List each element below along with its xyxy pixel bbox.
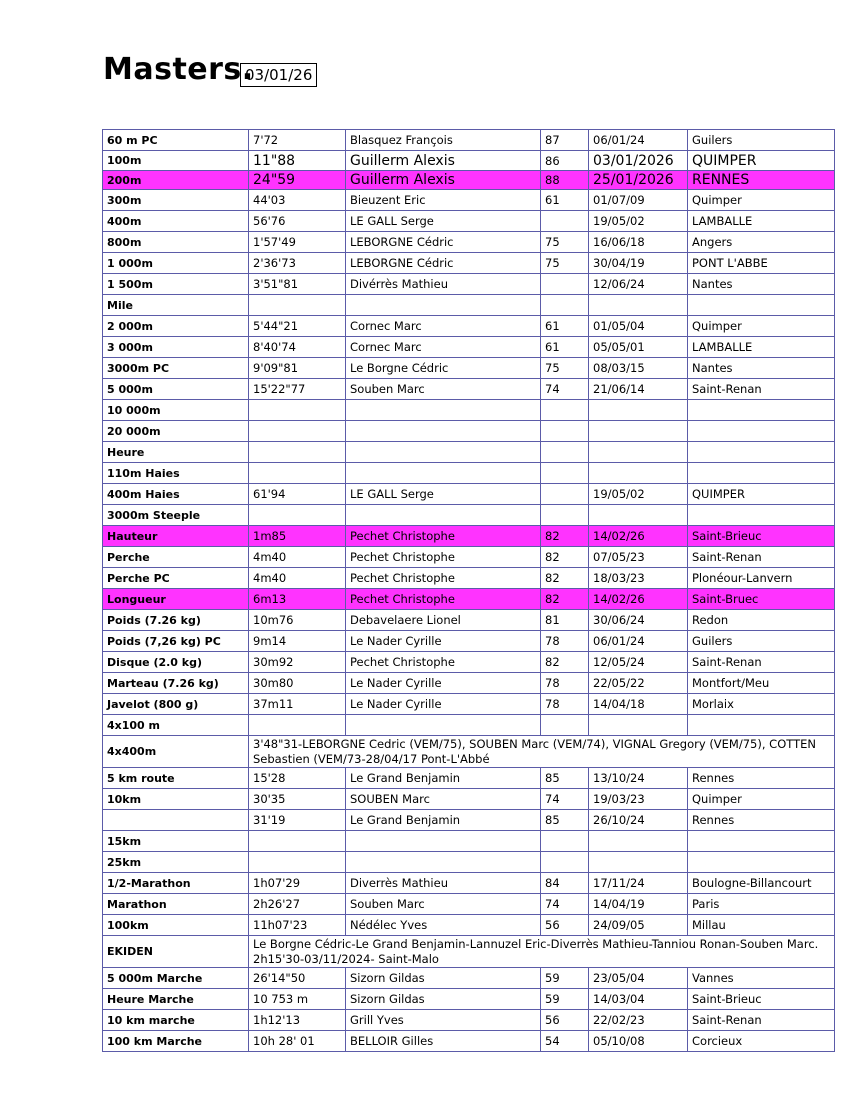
- perf-cell: 4m40: [249, 547, 346, 568]
- event-cell: 3000m Steeple: [103, 505, 249, 526]
- perf-cell: 26'14"50: [249, 968, 346, 989]
- event-cell: 4x400m: [103, 736, 249, 768]
- page-date: 03/01/26: [240, 63, 317, 87]
- place-cell: Saint-Renan: [688, 547, 835, 568]
- date-cell: 13/10/24: [589, 768, 688, 789]
- event-cell: 10 000m: [103, 400, 249, 421]
- year-cell: 74: [541, 789, 589, 810]
- name-cell: Sizorn Gildas: [346, 989, 541, 1010]
- perf-cell: 31'19: [249, 810, 346, 831]
- table-row: [103, 526, 835, 547]
- perf-cell: 6m13: [249, 589, 346, 610]
- event-cell: Longueur: [103, 589, 249, 610]
- event-cell: 2 000m: [103, 316, 249, 337]
- place-cell: Quimper: [688, 316, 835, 337]
- table-row: [103, 852, 835, 873]
- name-cell: Divérrès Mathieu: [346, 274, 541, 295]
- date-cell: 16/06/18: [589, 232, 688, 253]
- table-row: [103, 810, 835, 831]
- name-cell: LEBORGNE Cédric: [346, 253, 541, 274]
- date-cell: 17/11/24: [589, 873, 688, 894]
- year-cell: 82: [541, 589, 589, 610]
- date-cell: 05/05/01: [589, 337, 688, 358]
- year-cell: 78: [541, 631, 589, 652]
- year-cell: [541, 211, 589, 232]
- table-row: [103, 989, 835, 1010]
- year-cell: 82: [541, 547, 589, 568]
- table-row: [103, 400, 835, 421]
- date-cell: 14/04/18: [589, 694, 688, 715]
- name-cell: BELLOIR Gilles: [346, 1031, 541, 1052]
- event-cell: 60 m PC: [103, 130, 249, 151]
- place-cell: Saint-Renan: [688, 379, 835, 400]
- name-cell: SOUBEN Marc: [346, 789, 541, 810]
- year-cell: [541, 831, 589, 852]
- table-row: [103, 130, 835, 151]
- perf-cell: 37m11: [249, 694, 346, 715]
- year-cell: [541, 295, 589, 316]
- perf-cell: 1h07'29: [249, 873, 346, 894]
- table-row: [103, 568, 835, 589]
- table-row: [103, 295, 835, 316]
- year-cell: 82: [541, 568, 589, 589]
- place-cell: Quimper: [688, 789, 835, 810]
- table-row: [103, 831, 835, 852]
- year-cell: [541, 274, 589, 295]
- event-cell: [103, 810, 249, 831]
- perf-cell: 15'22"77: [249, 379, 346, 400]
- date-cell: 22/02/23: [589, 1010, 688, 1031]
- perf-cell: 3'51"81: [249, 274, 346, 295]
- event-cell: 400m: [103, 211, 249, 232]
- table-row: [103, 547, 835, 568]
- table-row: [103, 232, 835, 253]
- date-cell: 22/05/22: [589, 673, 688, 694]
- year-cell: 61: [541, 190, 589, 211]
- event-cell: 25km: [103, 852, 249, 873]
- records-body: [103, 130, 835, 1052]
- year-cell: 74: [541, 894, 589, 915]
- name-cell: Sizorn Gildas: [346, 968, 541, 989]
- date-cell: [589, 715, 688, 736]
- place-cell: Rennes: [688, 810, 835, 831]
- perf-cell: 30'35: [249, 789, 346, 810]
- event-cell: 5 000m Marche: [103, 968, 249, 989]
- table-row: [103, 789, 835, 810]
- date-cell: 14/02/26: [589, 526, 688, 547]
- event-cell: 1/2-Marathon: [103, 873, 249, 894]
- event-cell: 100m: [103, 151, 249, 171]
- page-title: Masters.: [103, 52, 254, 87]
- perf-cell: [249, 400, 346, 421]
- event-cell: 10 km marche: [103, 1010, 249, 1031]
- date-cell: 12/06/24: [589, 274, 688, 295]
- year-cell: 75: [541, 232, 589, 253]
- table-row: [103, 337, 835, 358]
- place-cell: Guilers: [688, 631, 835, 652]
- table-row: [103, 463, 835, 484]
- name-cell: Pechet Christophe: [346, 547, 541, 568]
- name-cell: Le Grand Benjamin: [346, 768, 541, 789]
- date-cell: 23/05/04: [589, 968, 688, 989]
- event-cell: 100km: [103, 915, 249, 936]
- date-cell: 26/10/24: [589, 810, 688, 831]
- year-cell: 81: [541, 610, 589, 631]
- date-cell: 08/03/15: [589, 358, 688, 379]
- name-cell: Nédélec Yves: [346, 915, 541, 936]
- table-row: [103, 694, 835, 715]
- event-cell: Heure Marche: [103, 989, 249, 1010]
- name-cell: Pechet Christophe: [346, 568, 541, 589]
- place-cell: Guilers: [688, 130, 835, 151]
- place-cell: Nantes: [688, 274, 835, 295]
- name-cell: [346, 715, 541, 736]
- name-cell: [346, 463, 541, 484]
- table-row: [103, 736, 835, 768]
- name-cell: Guillerm Alexis: [346, 151, 541, 171]
- perf-cell: 11h07'23: [249, 915, 346, 936]
- place-cell: Montfort/Meu: [688, 673, 835, 694]
- place-cell: Corcieux: [688, 1031, 835, 1052]
- event-cell: Javelot (800 g): [103, 694, 249, 715]
- event-cell: Hauteur: [103, 526, 249, 547]
- perf-cell: 56'76: [249, 211, 346, 232]
- perf-cell: [249, 442, 346, 463]
- event-cell: 15km: [103, 831, 249, 852]
- perf-cell: 10h 28' 01: [249, 1031, 346, 1052]
- date-cell: 30/04/19: [589, 253, 688, 274]
- date-cell: 25/01/2026: [589, 171, 688, 190]
- date-cell: 12/05/24: [589, 652, 688, 673]
- table-row: [103, 484, 835, 505]
- table-row: [103, 505, 835, 526]
- year-cell: 78: [541, 694, 589, 715]
- table-row: [103, 1010, 835, 1031]
- relay-details-cell: Le Borgne Cédric-Le Grand Benjamin-Lannuzel Eric-Diverrès Mathieu-Tanniou Ronan-Souben Marc. 2h15'30-03/11/2024- Saint-Malo: [249, 936, 835, 968]
- event-cell: Perche: [103, 547, 249, 568]
- date-cell: [589, 295, 688, 316]
- place-cell: PONT L'ABBE: [688, 253, 835, 274]
- event-cell: 100 km Marche: [103, 1031, 249, 1052]
- place-cell: [688, 421, 835, 442]
- event-cell: 1 000m: [103, 253, 249, 274]
- table-row: [103, 610, 835, 631]
- event-cell: 5 km route: [103, 768, 249, 789]
- place-cell: [688, 442, 835, 463]
- perf-cell: 61'94: [249, 484, 346, 505]
- date-cell: 18/03/23: [589, 568, 688, 589]
- name-cell: Souben Marc: [346, 379, 541, 400]
- perf-cell: 30m80: [249, 673, 346, 694]
- date-cell: 24/09/05: [589, 915, 688, 936]
- date-cell: 06/01/24: [589, 631, 688, 652]
- year-cell: 82: [541, 526, 589, 547]
- place-cell: Morlaix: [688, 694, 835, 715]
- table-row: [103, 768, 835, 789]
- event-cell: 800m: [103, 232, 249, 253]
- name-cell: [346, 400, 541, 421]
- year-cell: 84: [541, 873, 589, 894]
- name-cell: LEBORGNE Cédric: [346, 232, 541, 253]
- year-cell: 82: [541, 652, 589, 673]
- place-cell: LAMBALLE: [688, 211, 835, 232]
- perf-cell: 44'03: [249, 190, 346, 211]
- relay-details-cell: 3'48"31-LEBORGNE Cedric (VEM/75), SOUBEN Marc (VEM/74), VIGNAL Gregory (VEM/75), COTTEN Sebastien (VEM/73-28/04/17 Pont-L'Abbé: [249, 736, 835, 768]
- table-row: [103, 190, 835, 211]
- perf-cell: 9m14: [249, 631, 346, 652]
- name-cell: Blasquez François: [346, 130, 541, 151]
- perf-cell: 24"59: [249, 171, 346, 190]
- name-cell: Grill Yves: [346, 1010, 541, 1031]
- year-cell: 88: [541, 171, 589, 190]
- name-cell: Pechet Christophe: [346, 652, 541, 673]
- event-cell: 3 000m: [103, 337, 249, 358]
- event-cell: 5 000m: [103, 379, 249, 400]
- place-cell: [688, 831, 835, 852]
- table-row: [103, 211, 835, 232]
- place-cell: [688, 505, 835, 526]
- table-row: [103, 652, 835, 673]
- event-cell: 110m Haies: [103, 463, 249, 484]
- table-row: [103, 968, 835, 989]
- table-row: [103, 1031, 835, 1052]
- place-cell: [688, 852, 835, 873]
- perf-cell: 8'40'74: [249, 337, 346, 358]
- date-cell: [589, 442, 688, 463]
- year-cell: 75: [541, 358, 589, 379]
- records-table: [102, 129, 835, 1052]
- name-cell: Diverrès Mathieu: [346, 873, 541, 894]
- place-cell: Saint-Brieuc: [688, 989, 835, 1010]
- event-cell: 10km: [103, 789, 249, 810]
- event-cell: Mile: [103, 295, 249, 316]
- year-cell: 59: [541, 968, 589, 989]
- place-cell: Boulogne-Billancourt: [688, 873, 835, 894]
- year-cell: 59: [541, 989, 589, 1010]
- name-cell: [346, 852, 541, 873]
- name-cell: Pechet Christophe: [346, 526, 541, 547]
- date-cell: [589, 463, 688, 484]
- perf-cell: [249, 831, 346, 852]
- year-cell: [541, 400, 589, 421]
- table-row: [103, 673, 835, 694]
- event-cell: Marteau (7.26 kg): [103, 673, 249, 694]
- year-cell: [541, 484, 589, 505]
- place-cell: Redon: [688, 610, 835, 631]
- place-cell: RENNES: [688, 171, 835, 190]
- table-row: [103, 379, 835, 400]
- year-cell: [541, 505, 589, 526]
- perf-cell: 30m92: [249, 652, 346, 673]
- name-cell: [346, 505, 541, 526]
- name-cell: [346, 442, 541, 463]
- date-cell: 14/02/26: [589, 589, 688, 610]
- place-cell: Saint-Brieuc: [688, 526, 835, 547]
- name-cell: Le Borgne Cédric: [346, 358, 541, 379]
- name-cell: Le Nader Cyrille: [346, 673, 541, 694]
- date-cell: 14/04/19: [589, 894, 688, 915]
- table-row: [103, 274, 835, 295]
- name-cell: [346, 295, 541, 316]
- date-cell: 19/05/02: [589, 484, 688, 505]
- perf-cell: [249, 463, 346, 484]
- date-cell: [589, 421, 688, 442]
- year-cell: 74: [541, 379, 589, 400]
- event-cell: Disque (2.0 kg): [103, 652, 249, 673]
- name-cell: Cornec Marc: [346, 337, 541, 358]
- perf-cell: 1h12'13: [249, 1010, 346, 1031]
- perf-cell: [249, 505, 346, 526]
- table-row: [103, 715, 835, 736]
- year-cell: 54: [541, 1031, 589, 1052]
- name-cell: [346, 831, 541, 852]
- event-cell: Poids (7,26 kg) PC: [103, 631, 249, 652]
- date-cell: [589, 505, 688, 526]
- place-cell: [688, 400, 835, 421]
- place-cell: QUIMPER: [688, 484, 835, 505]
- year-cell: [541, 463, 589, 484]
- perf-cell: [249, 715, 346, 736]
- date-cell: 30/06/24: [589, 610, 688, 631]
- name-cell: Bieuzent Eric: [346, 190, 541, 211]
- date-cell: 14/03/04: [589, 989, 688, 1010]
- name-cell: [346, 421, 541, 442]
- year-cell: 87: [541, 130, 589, 151]
- table-row: [103, 589, 835, 610]
- year-cell: 78: [541, 673, 589, 694]
- year-cell: 85: [541, 768, 589, 789]
- event-cell: 1 500m: [103, 274, 249, 295]
- year-cell: 75: [541, 253, 589, 274]
- perf-cell: 10m76: [249, 610, 346, 631]
- date-cell: 19/05/02: [589, 211, 688, 232]
- table-row: [103, 873, 835, 894]
- name-cell: LE GALL Serge: [346, 211, 541, 232]
- name-cell: LE GALL Serge: [346, 484, 541, 505]
- name-cell: Souben Marc: [346, 894, 541, 915]
- year-cell: 86: [541, 151, 589, 171]
- table-row: [103, 316, 835, 337]
- date-cell: 01/05/04: [589, 316, 688, 337]
- year-cell: [541, 421, 589, 442]
- perf-cell: 11"88: [249, 151, 346, 171]
- year-cell: [541, 852, 589, 873]
- table-row: [103, 631, 835, 652]
- perf-cell: 2'36'73: [249, 253, 346, 274]
- table-row: [103, 253, 835, 274]
- place-cell: Paris: [688, 894, 835, 915]
- table-row: [103, 442, 835, 463]
- place-cell: Nantes: [688, 358, 835, 379]
- perf-cell: 7'72: [249, 130, 346, 151]
- event-cell: Perche PC: [103, 568, 249, 589]
- perf-cell: 2h26'27: [249, 894, 346, 915]
- event-cell: Poids (7.26 kg): [103, 610, 249, 631]
- name-cell: Le Nader Cyrille: [346, 631, 541, 652]
- place-cell: Angers: [688, 232, 835, 253]
- perf-cell: 9'09"81: [249, 358, 346, 379]
- perf-cell: 10 753 m: [249, 989, 346, 1010]
- date-cell: 01/07/09: [589, 190, 688, 211]
- date-cell: 05/10/08: [589, 1031, 688, 1052]
- place-cell: [688, 715, 835, 736]
- place-cell: [688, 295, 835, 316]
- perf-cell: 4m40: [249, 568, 346, 589]
- place-cell: [688, 463, 835, 484]
- perf-cell: [249, 852, 346, 873]
- date-cell: 03/01/2026: [589, 151, 688, 171]
- year-cell: 56: [541, 1010, 589, 1031]
- event-cell: 20 000m: [103, 421, 249, 442]
- event-cell: 200m: [103, 171, 249, 190]
- name-cell: Le Grand Benjamin: [346, 810, 541, 831]
- place-cell: LAMBALLE: [688, 337, 835, 358]
- year-cell: 85: [541, 810, 589, 831]
- perf-cell: 1m85: [249, 526, 346, 547]
- name-cell: Guillerm Alexis: [346, 171, 541, 190]
- table-row: [103, 421, 835, 442]
- table-row: [103, 151, 835, 171]
- name-cell: Debavelaere Lionel: [346, 610, 541, 631]
- place-cell: Plonéour-Lanvern: [688, 568, 835, 589]
- place-cell: Rennes: [688, 768, 835, 789]
- table-row: [103, 358, 835, 379]
- event-cell: 4x100 m: [103, 715, 249, 736]
- perf-cell: 15'28: [249, 768, 346, 789]
- year-cell: 61: [541, 316, 589, 337]
- table-row: [103, 894, 835, 915]
- date-cell: 19/03/23: [589, 789, 688, 810]
- year-cell: [541, 715, 589, 736]
- event-cell: EKIDEN: [103, 936, 249, 968]
- date-cell: 06/01/24: [589, 130, 688, 151]
- place-cell: Quimper: [688, 190, 835, 211]
- table-row: [103, 936, 835, 968]
- place-cell: Millau: [688, 915, 835, 936]
- year-cell: 61: [541, 337, 589, 358]
- name-cell: Le Nader Cyrille: [346, 694, 541, 715]
- date-cell: 21/06/14: [589, 379, 688, 400]
- perf-cell: [249, 421, 346, 442]
- name-cell: Pechet Christophe: [346, 589, 541, 610]
- event-cell: Heure: [103, 442, 249, 463]
- date-cell: [589, 852, 688, 873]
- event-cell: Marathon: [103, 894, 249, 915]
- year-cell: [541, 442, 589, 463]
- event-cell: 400m Haies: [103, 484, 249, 505]
- table-row: [103, 915, 835, 936]
- perf-cell: 5'44"21: [249, 316, 346, 337]
- event-cell: 300m: [103, 190, 249, 211]
- table-row: [103, 171, 835, 190]
- place-cell: Saint-Renan: [688, 652, 835, 673]
- name-cell: Cornec Marc: [346, 316, 541, 337]
- place-cell: Saint-Renan: [688, 1010, 835, 1031]
- place-cell: Vannes: [688, 968, 835, 989]
- perf-cell: 1'57'49: [249, 232, 346, 253]
- date-cell: [589, 400, 688, 421]
- place-cell: QUIMPER: [688, 151, 835, 171]
- event-cell: 3000m PC: [103, 358, 249, 379]
- place-cell: Saint-Bruec: [688, 589, 835, 610]
- date-cell: 07/05/23: [589, 547, 688, 568]
- date-cell: [589, 831, 688, 852]
- year-cell: 56: [541, 915, 589, 936]
- perf-cell: [249, 295, 346, 316]
